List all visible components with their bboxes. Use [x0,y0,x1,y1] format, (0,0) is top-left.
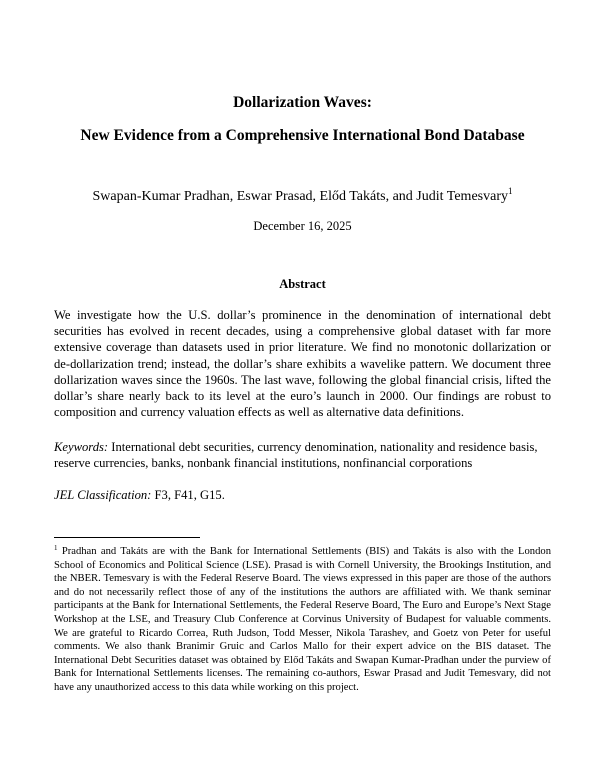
footnote-separator [54,537,200,538]
jel-label: JEL Classification: [54,488,152,502]
jel-classification-line [54,487,551,503]
footnote [54,545,551,695]
keywords-line [54,439,551,471]
footnote-marker: 1 [54,544,58,552]
paper-title-line-2: New Evidence from a Comprehensive International Bond Database [80,127,525,144]
publication-date: December 16, 2025 [253,219,352,233]
abstract-heading: Abstract [279,277,326,291]
author-names: Swapan-Kumar Pradhan, Eswar Prasad, Előd Takáts, and Judit Temesvary [92,189,508,204]
keywords-text: International debt securities, currency denomination, nationality and residence basis, reserve currencies, banks, nonbank financial institutions, nonfinancial corporations [54,440,538,471]
keywords-label: Keywords: [54,440,109,454]
author-list [0,188,605,205]
paper-title-line-1: Dollarization Waves: [233,94,372,111]
footnote-text: Pradhan and Takáts are with the Bank for International Settlements (BIS) and Takáts is also with the London School of Economics and Political Science (LSE). Prasad is with Cornell University, the Brookings Institution, and the NBER. Temesvary is with the Federal Reserve Board. The views expressed in this paper are those of the authors and do not necessarily reflect those of any of the institutions the authors are affiliated with. We thank seminar participants at the Bank for International Settlements, the Federal Reserve Board, The Euro and Europe’s Next Stage Workshop at the LSE, and Treasury Club Conference at Corvinus University of Budapest for valuable comments. We are grateful to Ricardo Correa, Ruth Judson, Todd Messer, Nikola Tarashev, and Goetz von Peter for useful comments. We also thank Branimir Gruic and Carlos Mallo for their expert advice on the BIS dataset. The International Debt Securities dataset was obtained by Előd Takáts and Swapan Kumar-Pradhan under the purview of Bank for International Settlements licenses. The remaining co-authors, Eswar Prasad and Judit Temesvary, did not have any unauthorized access to this data while working on this project. [54,546,551,693]
jel-codes: F3, F41, G15. [151,488,225,502]
author-footnote-marker: 1 [507,186,513,196]
abstract-text: We investigate how the U.S. dollar’s prominence in the denomination of international debt securities has evolved in recent decades, using a comprehensive global dataset with far more extensive coverage than datasets used in prior literature. We find no monotonic dollarization or de-dollarization trend; instead, the dollar’s share exhibits a wavelike pattern. We document three dollarization waves since the 1960s. The last wave, following the global financial crisis, lifted the dollar’s share nearly back to its level at the euro’s launch in 2000. Our findings are robust to composition and currency valuation effects as well as alternative data definitions. [54,308,551,420]
